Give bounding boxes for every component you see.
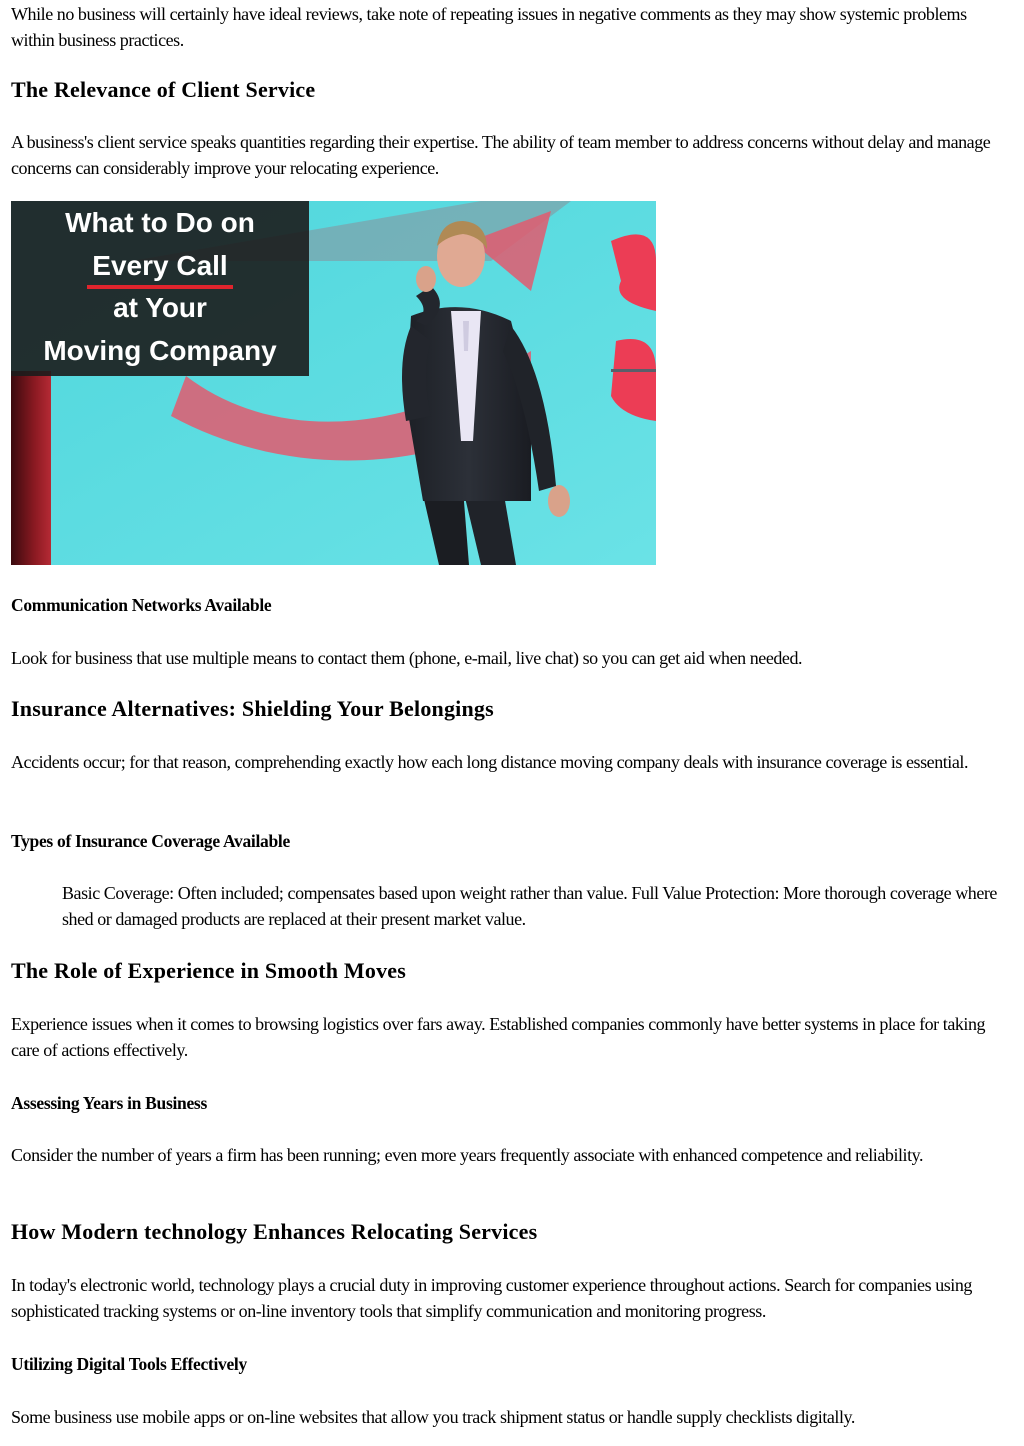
intro-paragraph: While no business will certainly have ideal reviews, take note of repeating issues in negative comments as they may show systemic problems within business practices. <box>11 4 967 50</box>
experience-paragraph: Experience issues when it comes to browsing logistics over fars away. Established companies commonly have better systems in place for taking care of actions effectively. <box>11 1014 986 1060</box>
communication-heading: Communication Networks Available <box>11 595 272 615</box>
caption-line-2: Every Call <box>92 250 228 281</box>
insurance-paragraph: Accidents occur; for that reason, comprehending exactly how each long distance moving company deals with insurance coverage is essential. <box>11 752 969 772</box>
video-caption-box <box>11 201 309 376</box>
caption-line-4: Moving Company <box>43 335 277 366</box>
digital-tools-heading: Utilizing Digital Tools Effectively <box>11 1354 247 1374</box>
communication-paragraph: Look for business that use multiple means to contact them (phone, e-mail, live chat) so you can get aid when needed. <box>11 648 803 668</box>
insurance-types-paragraph: Basic Coverage: Often included; compensates based upon weight rather than value. Full Value Protection: More thorough coverage where shed or damaged products are replaced at their present market value. <box>62 883 997 929</box>
technology-paragraph: In today's electronic world, technology plays a crucial duty in improving customer experience throughout actions. Search for companies using sophisticated tracking systems or on-line inventory tools that simplify communication and monitoring progress. <box>11 1275 972 1321</box>
years-paragraph: Consider the number of years a firm has been running; even more years frequently associate with enhanced competence and reliability. <box>11 1145 924 1165</box>
years-heading: Assessing Years in Business <box>11 1093 207 1113</box>
insurance-heading: Insurance Alternatives: Shielding Your Belongings <box>11 696 494 721</box>
hero-image <box>11 201 656 565</box>
caption-line-3: at Your <box>113 292 207 323</box>
caption-line-1: What to Do on <box>65 207 255 238</box>
client-service-heading: The Relevance of Client Service <box>11 77 316 102</box>
insurance-types-heading: Types of Insurance Coverage Available <box>11 831 290 851</box>
technology-heading: How Modern technology Enhances Relocating Services <box>11 1219 538 1244</box>
client-service-paragraph: A business's client service speaks quantities regarding their expertise. The ability of team member to address concerns without delay and manage concerns can considerably improve your relocating experience. <box>11 132 991 178</box>
experience-heading: The Role of Experience in Smooth Moves <box>11 958 407 983</box>
caption-underline <box>87 285 233 289</box>
digital-tools-paragraph: Some business use mobile apps or on-line websites that allow you track shipment status or handle supply checklists digitally. <box>11 1407 855 1427</box>
